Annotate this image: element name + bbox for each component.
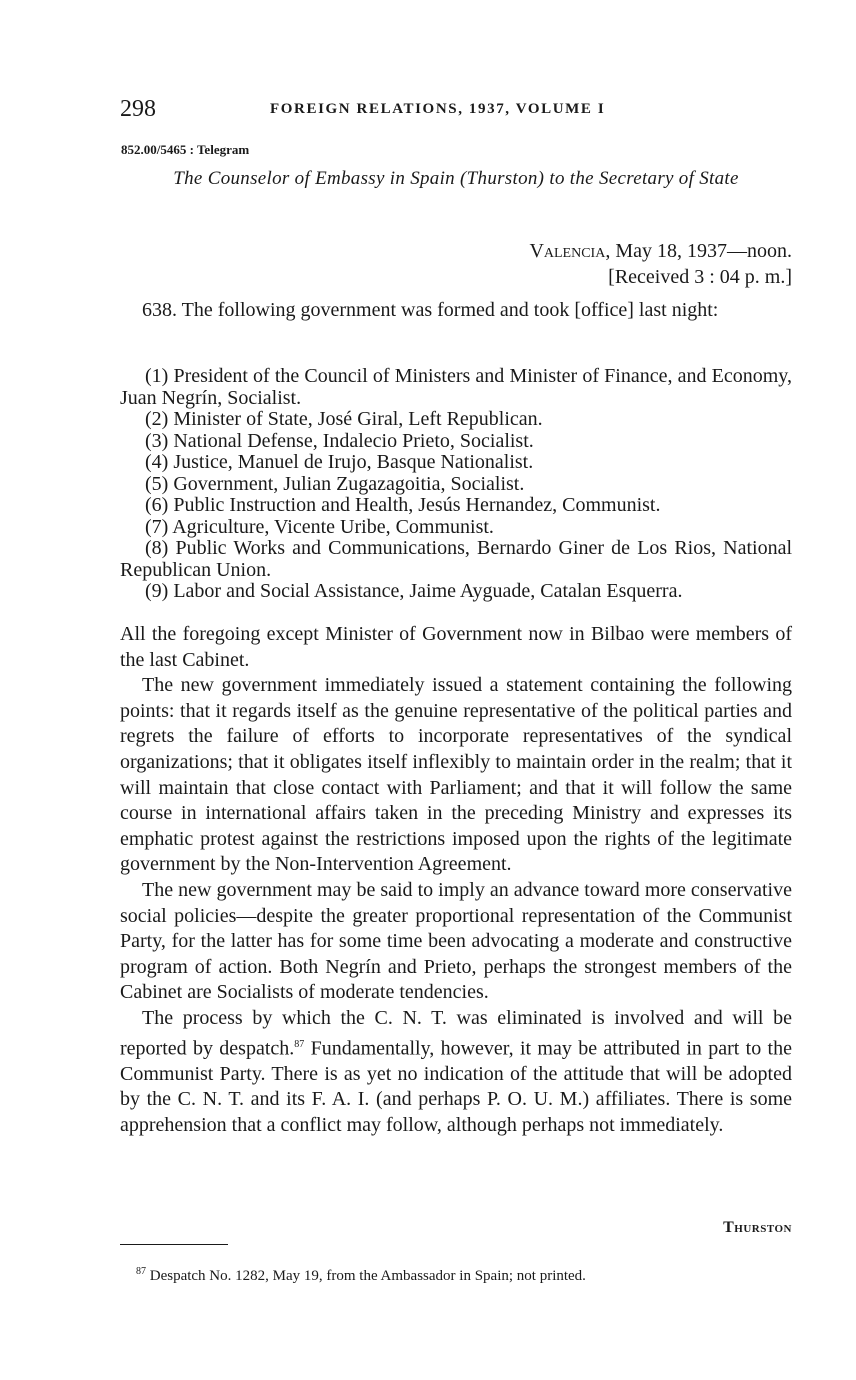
running-head: FOREIGN RELATIONS, 1937, VOLUME I [270, 101, 606, 117]
footnote-divider [120, 1244, 228, 1245]
footnote-marker: 87 [136, 1266, 146, 1277]
list-item: (6) Public Instruction and Health, Jesús Hernandez, Communist. [145, 494, 661, 516]
list-item: (2) Minister of State, José Giral, Left Republican. [145, 408, 543, 430]
dateline [529, 238, 792, 290]
paragraph: The new government immediately issued a statement containing the following points: that it regards itself as the genuine representative of the political parties and regrets the failure of efforts to incorporate representatives of the syndical organizations; that it obligates itself inflexibly to maintain order in the realm; that it will maintain that close contact with Parliament; and that it will follow the same course in international affairs taken in the preceding Ministry and expresses its emphatic protest against the restrictions imposed upon the rights of the legitimate government by the Non-Intervention Agreement. [120, 674, 792, 876]
opening-paragraph: 638. The following government was formed and took [office] last night: [142, 299, 719, 321]
list-item: (3) National Defense, Indalecio Prieto, Socialist. [145, 429, 534, 452]
paragraph: All the foregoing except Minister of Government now in Bilbao were members of the last Cabinet. [120, 623, 792, 671]
dateline-date: May 18, 1937—noon. [610, 240, 792, 262]
list-item-text: (8) Public Works and Communications, Bernardo Giner de Los Rios, National Republican Union. [120, 537, 792, 581]
footnote-reference: 87 [294, 1038, 305, 1050]
paragraph: The new government may be said to imply an advance toward more conservative social policies—despite the greater proportional representation of the Communist Party, for the latter has for some time been advocating a moderate and constructive program of action. Both Negrín and Prieto, perhaps the strongest members of the Cabinet are Socialists of moderate tendencies. [120, 878, 792, 1004]
list-item: (7) Agriculture, Vicente Uribe, Communist. [145, 515, 494, 538]
received-line: [Received 3 : 04 p. m.] [608, 266, 792, 288]
dateline-place: Valencia, [529, 240, 611, 262]
paragraph [120, 1006, 792, 1139]
paragraph-text: Fundamentally, however, it may be attributed in part to the Communist Party. There is as yet no indication of the attitude that will be adopted by the C. N. T. and its F. A. I. (and perhaps P. O. U. M.) affiliates. There is some apprehension that a conflict may follow, although perhaps not immediately. [120, 1037, 792, 1136]
footnote [136, 1266, 586, 1285]
list-item [120, 366, 792, 409]
footnote-text: Despatch No. 1282, May 19, from the Ambassador in Spain; not printed. [146, 1268, 586, 1284]
paragraph-text: The process by which the C. N. T. was eliminated is involved and will be reported by despatch. [120, 1006, 792, 1060]
list-item-text: (1) President of the Council of Ministers and Minister of Finance, and Economy, Juan Negrín, Socialist. [120, 365, 792, 409]
document-id: 852.00/5465 : Telegram [121, 142, 250, 157]
list-item: (4) Justice, Manuel de Irujo, Basque Nationalist. [145, 451, 534, 473]
list-item [120, 538, 792, 581]
document-title: The Counselor of Embassy in Spain (Thurston) to the Secretary of State [173, 168, 739, 189]
opening-block [120, 298, 792, 324]
minister-list [120, 366, 792, 603]
body-text [120, 622, 792, 1139]
list-item: (9) Labor and Social Assistance, Jaime Ayguade, Catalan Esquerra. [145, 580, 683, 602]
dateline-line [529, 238, 792, 264]
page-number: 298 [120, 96, 156, 122]
list-item: (5) Government, Julian Zugazagoitia, Socialist. [145, 472, 525, 495]
signature: Thurston [723, 1219, 792, 1236]
